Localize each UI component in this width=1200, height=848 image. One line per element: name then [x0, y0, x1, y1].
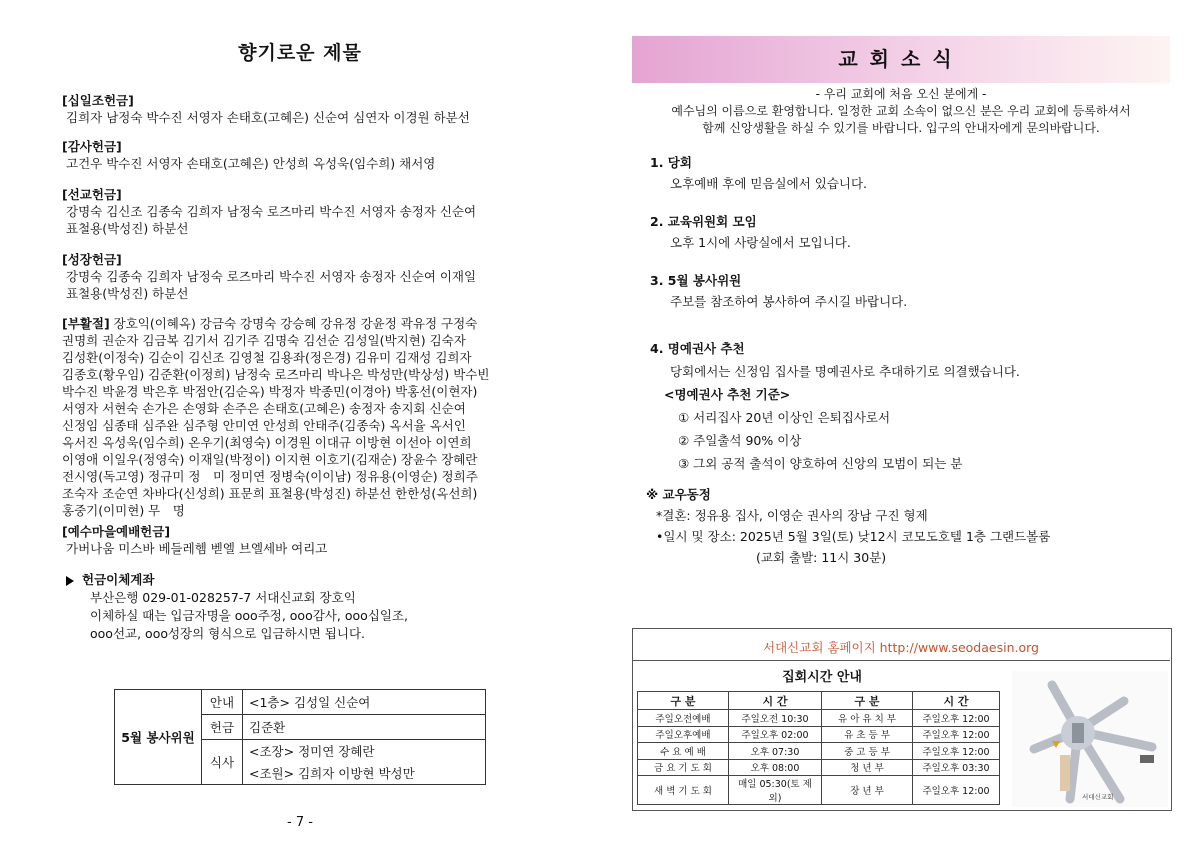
- schedule-cell: 오후 07:30: [729, 743, 822, 760]
- volunteer-table: [114, 689, 486, 785]
- welcome-line: 예수님의 이름으로 환영합니다. 일정한 교회 소속이 없으신 분은 우리 교회에 등록하셔서: [671, 104, 1131, 118]
- section-line: 조숙자 조순연 차바다(신성희) 표문희 표철용(박성진) 하분선 한한성(옥선희): [62, 486, 478, 501]
- schedule-cell: 주일오후 12:00: [913, 726, 1000, 743]
- welcome-message: [632, 86, 1170, 137]
- section-line: 김희자 남정숙 박수진 서영자 손태호(고혜은) 신순여 심연자 이경원 하분선: [66, 110, 470, 125]
- news-item: [650, 270, 1170, 312]
- section-line: 서영자 서현숙 손가은 손영화 손주은 손태호(고혜은) 송정자 송지회 신순여: [62, 401, 466, 416]
- section-heading: [십일조헌금]: [62, 93, 134, 108]
- section-line: 가버나움 미스바 베들레헴 벧엘 브엘세바 여리고: [66, 541, 328, 556]
- schedule-cell: 수 요 예 배: [638, 743, 729, 760]
- account-line: 부산은행 029-01-028257-7 서대신교회 장호익: [90, 590, 356, 605]
- map-church-label: 서대신교회: [1082, 793, 1114, 801]
- schedule-cell: 새 벽 기 도 회: [638, 776, 729, 805]
- volunteer-names: <조장> 정미연 장혜란: [243, 740, 486, 763]
- section-line: 표철용(박성진) 하분선: [66, 286, 189, 301]
- table-row: [638, 743, 1000, 760]
- news-item-heading: 2. 교육위원회 모임: [650, 214, 757, 229]
- section-line: 강명숙 김신조 김종숙 김희자 남정숙 로즈마리 박수진 서영자 송정자 신순여: [66, 204, 477, 219]
- schedule-cell: 중 고 등 부: [822, 743, 913, 760]
- schedule-header: 시 간: [729, 692, 822, 710]
- schedule-cell: 장 년 부: [822, 776, 913, 805]
- church-news-title: 교회소식: [632, 36, 1170, 83]
- table-row: [638, 726, 1000, 743]
- table-row: [638, 710, 1000, 727]
- schedule-cell: 주일오전예배: [638, 710, 729, 727]
- section-line: 권명희 권순자 김금복 김기서 김기주 김명숙 김선순 김성일(박지현) 김숙자: [62, 333, 466, 348]
- member-news-heading: ※ 교우동정: [646, 487, 711, 502]
- section-line: 강명숙 김종숙 김희자 남정숙 로즈마리 박수진 서영자 송정자 신순여 이재일: [66, 269, 477, 284]
- thanks-section: [62, 138, 532, 172]
- growth-section: [62, 251, 532, 302]
- criteria-title: <명예권사 추천 기준>: [664, 387, 791, 402]
- schedule-cell: 매일 05:30(토 제외): [729, 776, 822, 805]
- criteria-item: ① 서리집사 20년 이상인 은퇴집사로서: [678, 410, 891, 425]
- table-row: [638, 759, 1000, 776]
- news-item: [650, 211, 1170, 253]
- schedule-header: 구 분: [822, 692, 913, 710]
- section-heading: [성장헌금]: [62, 252, 122, 267]
- table-row: [638, 776, 1000, 805]
- news-item-heading: 4. 명예권사 추천: [650, 341, 745, 356]
- village-section: [62, 523, 532, 557]
- honorary-item: [650, 337, 1170, 475]
- news-item-body: 오후예배 후에 믿음실에서 있습니다.: [670, 176, 868, 191]
- schedule-cell: 유 초 등 부: [822, 726, 913, 743]
- welcome-line: - 우리 교회에 처음 오신 분에게 -: [815, 87, 987, 101]
- section-line: 장호익(이혜옥) 강금숙 강명숙 강승혜 강유정 강윤정 곽유정 구정숙: [109, 316, 478, 331]
- account-info: [66, 571, 408, 643]
- welcome-line: 함께 신앙생활을 하실 수 있기를 바랍니다. 입구의 안내자에게 문의바랍니다.: [702, 121, 1100, 135]
- section-line: 옥서진 옥성욱(임수희) 온우기(최영숙) 이경원 이대규 이방현 이선아 이연희: [62, 435, 472, 450]
- section-line: 전시영(독고영) 정규미 정 미 정미연 정병숙(이이남) 정유용(이영순) 정희주: [62, 469, 478, 484]
- news-item: [650, 152, 1170, 194]
- offerings-title: 향기로운 제물: [238, 42, 362, 64]
- section-line: 고건우 박수진 서영자 손태호(고혜은) 안성희 옥성욱(임수희) 채서영: [66, 156, 436, 171]
- volunteer-names: <1층> 김성일 신순여: [243, 690, 486, 715]
- schedule-table: [637, 691, 1000, 805]
- section-line: 김종호(황우임) 김준환(이정희) 남정숙 로즈마리 박나은 박성만(박상성) 박수빈: [62, 367, 490, 382]
- member-news-line: (교회 출발: 11시 30분): [756, 550, 887, 565]
- schedule-cell: 주일오후 12:00: [913, 776, 1000, 805]
- church-location-map: [1012, 671, 1168, 807]
- section-line: 표철용(박성진) 하분선: [66, 221, 189, 236]
- section-heading: [부활절]: [62, 316, 110, 331]
- news-item-body: 오후 1시에 사랑실에서 모입니다.: [670, 235, 851, 250]
- schedule-cell: 주일오후 03:30: [913, 759, 1000, 776]
- section-heading: [선교헌금]: [62, 187, 122, 202]
- schedule-header: 시 간: [913, 692, 1000, 710]
- volunteer-names: 김준환: [243, 715, 486, 740]
- section-heading: [예수마을예배헌금]: [62, 524, 171, 539]
- account-line: 이체하실 때는 입금자명을 ooo주정, ooo감사, ooo십일조,: [90, 608, 408, 623]
- schedule-cell: 오후 08:00: [729, 759, 822, 776]
- member-news: [646, 484, 1166, 568]
- section-line: 신정임 심종태 심주완 심주형 안미연 안성희 안태주(김종숙) 옥서율 옥서인: [62, 418, 466, 433]
- section-line: 김성환(이정숙) 김순이 김신조 김영철 김용좌(정은경) 김유미 김재성 김희자: [62, 350, 472, 365]
- criteria-item: ② 주일출석 90% 이상: [678, 433, 802, 448]
- section-line: 박수진 박윤경 박은후 박점안(김순옥) 박정자 박종민(이경아) 박홍선(이현자): [62, 384, 478, 399]
- member-news-line: *결혼: 정유용 집사, 이영순 권사의 장남 구진 형제: [656, 508, 928, 523]
- schedule-cell: 주일오후 02:00: [729, 726, 822, 743]
- schedule-cell: 주일오후예배: [638, 726, 729, 743]
- section-line: 홍중기(이미현) 무 명: [62, 503, 185, 518]
- member-news-line: •일시 및 장소: 2025년 5월 3일(토) 낮12시 코모도호텔 1층 그랜드볼룸: [656, 529, 1051, 544]
- news-item-heading: 1. 당회: [650, 155, 692, 170]
- schedule-cell: 금 요 기 도 회: [638, 759, 729, 776]
- triangle-bullet-icon: [66, 576, 74, 586]
- section-line: 이영애 이일우(정영숙) 이재일(박정이) 이지현 이호기(김재순) 장윤수 장혜란: [62, 452, 478, 467]
- easter-section: [62, 315, 532, 519]
- volunteer-names: <조원> 김희자 이방현 박성만: [243, 762, 486, 785]
- tithe-section: [62, 92, 532, 126]
- section-heading: [감사헌금]: [62, 139, 122, 154]
- mission-section: [62, 186, 532, 237]
- schedule-cell: 주일오후 12:00: [913, 743, 1000, 760]
- homepage-link[interactable]: 서대신교회 홈페이지 http://www.seodaesin.org: [763, 640, 1039, 655]
- news-item-body: 당회에서는 신정임 집사를 명예권사로 추대하기로 의결했습니다.: [670, 364, 1020, 379]
- divider: [633, 660, 1170, 661]
- volunteer-role: 안내: [202, 690, 243, 715]
- volunteer-label: 5월 봉사위원: [115, 690, 202, 785]
- account-line: ooo선교, ooo성장의 형식으로 입금하시면 됩니다.: [90, 626, 366, 641]
- schedule-cell: 청 년 부: [822, 759, 913, 776]
- news-item-body: 주보를 참조하여 봉사하여 주시길 바랍니다.: [670, 294, 908, 309]
- volunteer-role: 헌금: [202, 715, 243, 740]
- schedule-cell: 주일오후 12:00: [913, 710, 1000, 727]
- account-heading: 헌금이체계좌: [82, 572, 155, 587]
- schedule-cell: 유 아 유 치 부: [822, 710, 913, 727]
- meeting-times-title: 집회시간 안내: [782, 670, 862, 685]
- volunteer-role: 식사: [202, 740, 243, 785]
- news-item-heading: 3. 5월 봉사위원: [650, 273, 742, 288]
- schedule-cell: 주일오전 10:30: [729, 710, 822, 727]
- page-number: - 7 -: [287, 815, 313, 830]
- criteria-item: ③ 그외 공적 출석이 양호하여 신앙의 모범이 되는 분: [678, 456, 963, 471]
- schedule-header: 구 분: [638, 692, 729, 710]
